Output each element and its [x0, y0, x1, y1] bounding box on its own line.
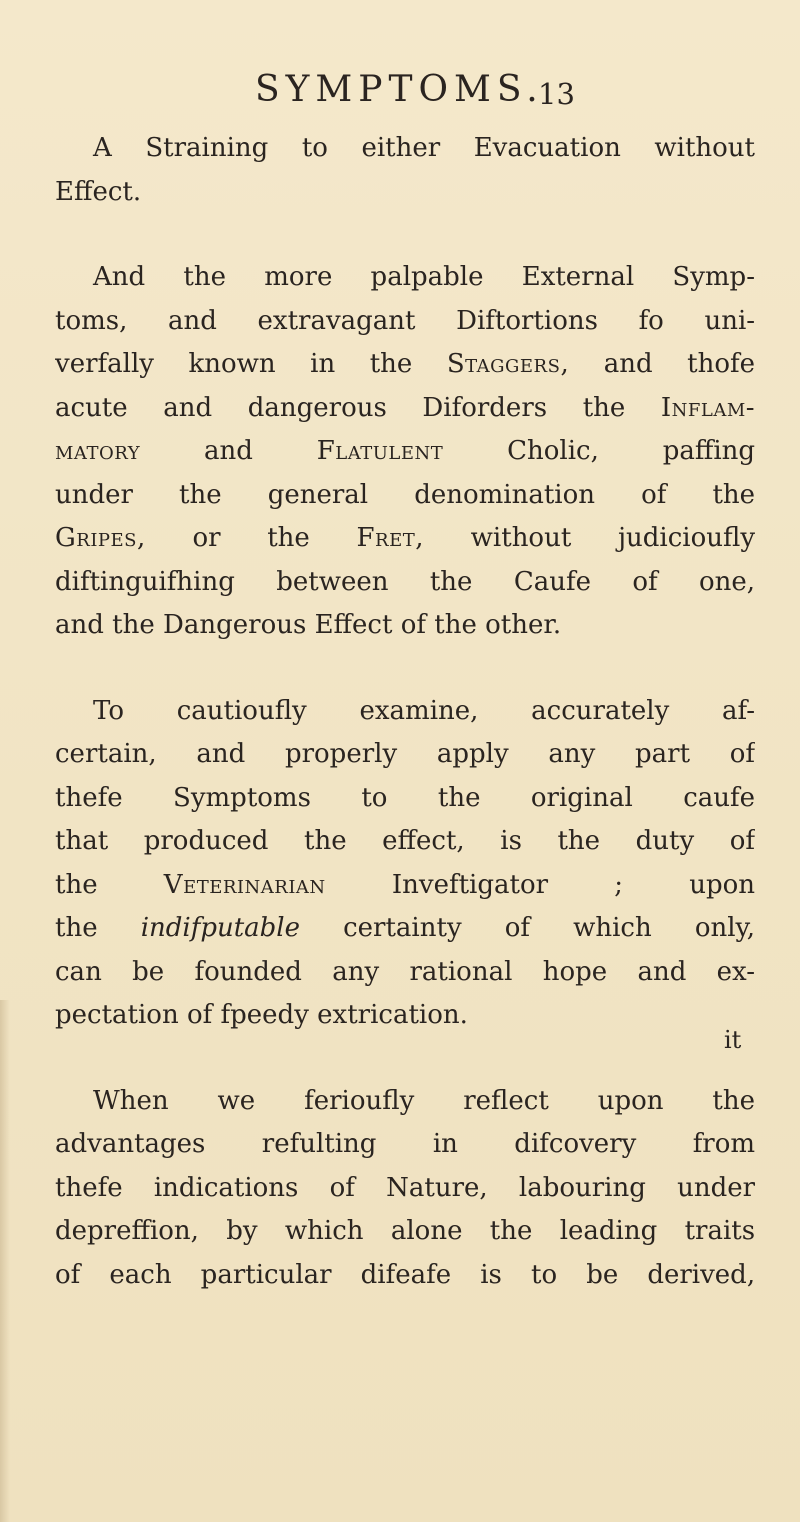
text-line: certain, and properly apply any part of — [55, 739, 755, 769]
text-line: verfally known in the Staggers, and thofe — [55, 349, 755, 379]
text-line: and the Dangerous Effect of the other. — [55, 610, 562, 640]
text-line: pectation of fpeedy extrication. — [55, 1000, 468, 1030]
paragraph — [55, 127, 755, 214]
text-line: under the general denomination of the — [55, 479, 755, 510]
text-line: advantages refulting in difcovery from — [55, 1129, 755, 1159]
paragraph — [55, 1080, 755, 1298]
text-line: the Veterinarian Inveftigator ; upon — [55, 869, 755, 900]
text-line: the indifputable certainty of which only, — [55, 913, 755, 943]
text-line: can be founded any rational hope and ex- — [55, 956, 755, 987]
text-line: depreffion, by which alone the leading traits — [55, 1216, 755, 1246]
text-line: Gripes, or the Fret, without judicioufly — [55, 523, 755, 553]
text-line: Effect. — [55, 176, 142, 207]
text-line: A Straining to either Evacuation without — [93, 133, 755, 163]
page-number: 13 — [538, 77, 575, 111]
text-line: that produced the effect, is the duty of — [55, 826, 755, 856]
catchword: it — [724, 1026, 742, 1054]
text-line: When we ferioufly reflect upon the — [93, 1085, 755, 1116]
body-text — [55, 127, 755, 1297]
page-edge-shadow — [0, 1000, 10, 1522]
text-line: matory and Flatulent Cholic, paffing — [55, 436, 755, 466]
text-line: thefe indications of Nature, labouring under — [55, 1172, 755, 1203]
text-line: And the more palpable External Symp- — [93, 262, 755, 292]
text-line: acute and dangerous Diforders the Inflam- — [55, 392, 755, 423]
text-line: of each particular difeafe is to be derived, — [55, 1259, 755, 1290]
text-line: toms, and extravagant Diftortions fo uni- — [55, 305, 755, 336]
paragraph — [55, 256, 755, 648]
page-header — [255, 70, 755, 120]
text-line: To cautioufly examine, accurately af- — [93, 695, 755, 726]
text-line: thefe Symptoms to the original caufe — [55, 782, 755, 813]
text-line: diftinguifhing between the Caufe of one, — [55, 566, 755, 597]
running-title: SYMPTOMS. — [255, 69, 544, 110]
paragraph — [55, 690, 755, 1038]
